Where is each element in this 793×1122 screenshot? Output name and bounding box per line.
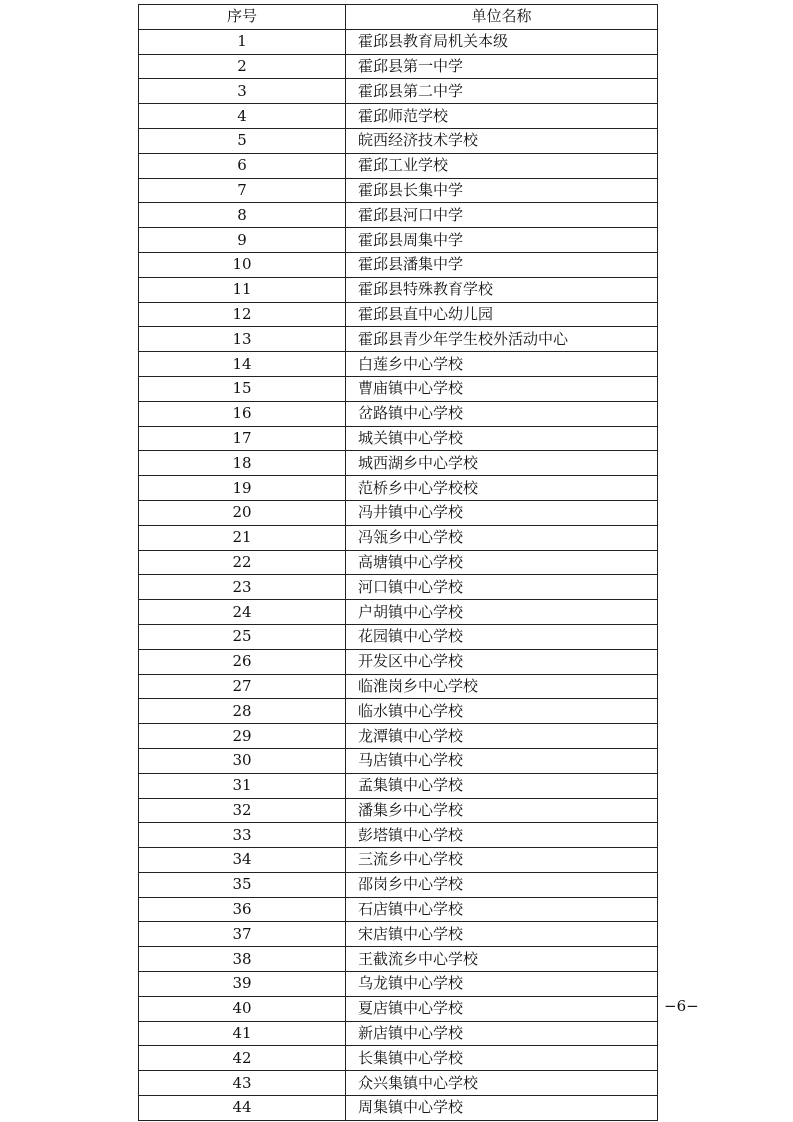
unit-name-cell: 周集镇中心学校 bbox=[346, 1096, 658, 1121]
serial-number-cell: 24 bbox=[139, 600, 346, 625]
table-row bbox=[139, 203, 658, 228]
unit-name-cell: 众兴集镇中心学校 bbox=[346, 1071, 658, 1096]
unit-name-cell: 霍邱县第二中学 bbox=[346, 79, 658, 104]
table-row bbox=[139, 451, 658, 476]
unit-name-cell: 霍邱县特殊教育学校 bbox=[346, 277, 658, 302]
serial-number-cell: 2 bbox=[139, 54, 346, 79]
serial-number-cell: 12 bbox=[139, 302, 346, 327]
table-row bbox=[139, 104, 658, 129]
unit-name-cell: 新店镇中心学校 bbox=[346, 1021, 658, 1046]
serial-number-cell: 22 bbox=[139, 550, 346, 575]
header-unit-name: 单位名称 bbox=[346, 5, 658, 30]
unit-name-cell: 高塘镇中心学校 bbox=[346, 550, 658, 575]
unit-name-cell: 霍邱县直中心幼儿园 bbox=[346, 302, 658, 327]
serial-number-cell: 31 bbox=[139, 773, 346, 798]
unit-name-cell: 霍邱县潘集中学 bbox=[346, 252, 658, 277]
serial-number-cell: 13 bbox=[139, 327, 346, 352]
unit-name-cell: 孟集镇中心学校 bbox=[346, 773, 658, 798]
serial-number-cell: 14 bbox=[139, 352, 346, 377]
serial-number-cell: 42 bbox=[139, 1046, 346, 1071]
serial-number-cell: 41 bbox=[139, 1021, 346, 1046]
unit-name-cell: 霍邱县周集中学 bbox=[346, 228, 658, 253]
table-row bbox=[139, 426, 658, 451]
unit-name-cell: 霍邱县第一中学 bbox=[346, 54, 658, 79]
table-row bbox=[139, 1096, 658, 1121]
table-row bbox=[139, 872, 658, 897]
unit-name-cell: 霍邱县教育局机关本级 bbox=[346, 29, 658, 54]
table-row bbox=[139, 228, 658, 253]
serial-number-cell: 38 bbox=[139, 947, 346, 972]
page-number: −6− bbox=[664, 997, 699, 1015]
table-row bbox=[139, 252, 658, 277]
serial-number-cell: 28 bbox=[139, 699, 346, 724]
serial-number-cell: 20 bbox=[139, 500, 346, 525]
table-row bbox=[139, 352, 658, 377]
serial-number-cell: 9 bbox=[139, 228, 346, 253]
unit-name-cell: 龙潭镇中心学校 bbox=[346, 724, 658, 749]
serial-number-cell: 18 bbox=[139, 451, 346, 476]
unit-name-cell: 乌龙镇中心学校 bbox=[346, 972, 658, 997]
table-row bbox=[139, 178, 658, 203]
serial-number-cell: 15 bbox=[139, 376, 346, 401]
serial-number-cell: 32 bbox=[139, 798, 346, 823]
serial-number-cell: 33 bbox=[139, 823, 346, 848]
table-row bbox=[139, 376, 658, 401]
unit-name-cell: 夏店镇中心学校 bbox=[346, 996, 658, 1021]
table-row bbox=[139, 550, 658, 575]
serial-number-cell: 1 bbox=[139, 29, 346, 54]
serial-number-cell: 25 bbox=[139, 624, 346, 649]
serial-number-cell: 37 bbox=[139, 922, 346, 947]
serial-number-cell: 26 bbox=[139, 649, 346, 674]
unit-name-cell: 城关镇中心学校 bbox=[346, 426, 658, 451]
serial-number-cell: 10 bbox=[139, 252, 346, 277]
table-row bbox=[139, 649, 658, 674]
table-row bbox=[139, 327, 658, 352]
table-row bbox=[139, 724, 658, 749]
serial-number-cell: 44 bbox=[139, 1096, 346, 1121]
unit-name-cell: 霍邱县河口中学 bbox=[346, 203, 658, 228]
table-row bbox=[139, 922, 658, 947]
serial-number-cell: 16 bbox=[139, 401, 346, 426]
serial-number-cell: 35 bbox=[139, 872, 346, 897]
unit-name-cell: 岔路镇中心学校 bbox=[346, 401, 658, 426]
unit-name-cell: 霍邱县长集中学 bbox=[346, 178, 658, 203]
table-row bbox=[139, 773, 658, 798]
unit-name-cell: 宋店镇中心学校 bbox=[346, 922, 658, 947]
serial-number-cell: 11 bbox=[139, 277, 346, 302]
table-body bbox=[139, 29, 658, 1120]
table-row bbox=[139, 500, 658, 525]
unit-name-cell: 户胡镇中心学校 bbox=[346, 600, 658, 625]
serial-number-cell: 27 bbox=[139, 674, 346, 699]
unit-name-cell: 马店镇中心学校 bbox=[346, 748, 658, 773]
table-row bbox=[139, 624, 658, 649]
serial-number-cell: 43 bbox=[139, 1071, 346, 1096]
serial-number-cell: 6 bbox=[139, 153, 346, 178]
table-row bbox=[139, 897, 658, 922]
unit-name-cell: 长集镇中心学校 bbox=[346, 1046, 658, 1071]
table-row bbox=[139, 54, 658, 79]
unit-name-cell: 三流乡中心学校 bbox=[346, 848, 658, 873]
table-row bbox=[139, 277, 658, 302]
table-row bbox=[139, 525, 658, 550]
header-row bbox=[139, 5, 658, 30]
table-row bbox=[139, 1021, 658, 1046]
table-row bbox=[139, 823, 658, 848]
unit-name-cell: 冯井镇中心学校 bbox=[346, 500, 658, 525]
table-row bbox=[139, 401, 658, 426]
serial-number-cell: 29 bbox=[139, 724, 346, 749]
table-row bbox=[139, 79, 658, 104]
table-row bbox=[139, 674, 658, 699]
unit-name-cell: 潘集乡中心学校 bbox=[346, 798, 658, 823]
unit-name-cell: 皖西经济技术学校 bbox=[346, 128, 658, 153]
table-row bbox=[139, 972, 658, 997]
unit-name-cell: 河口镇中心学校 bbox=[346, 575, 658, 600]
serial-number-cell: 4 bbox=[139, 104, 346, 129]
serial-number-cell: 3 bbox=[139, 79, 346, 104]
table-header bbox=[139, 5, 658, 30]
unit-name-cell: 城西湖乡中心学校 bbox=[346, 451, 658, 476]
unit-list-table bbox=[138, 4, 658, 1121]
serial-number-cell: 30 bbox=[139, 748, 346, 773]
unit-name-cell: 花园镇中心学校 bbox=[346, 624, 658, 649]
serial-number-cell: 40 bbox=[139, 996, 346, 1021]
unit-name-cell: 王截流乡中心学校 bbox=[346, 947, 658, 972]
table-row bbox=[139, 1071, 658, 1096]
serial-number-cell: 21 bbox=[139, 525, 346, 550]
table-row bbox=[139, 996, 658, 1021]
unit-name-cell: 霍邱工业学校 bbox=[346, 153, 658, 178]
table-row bbox=[139, 848, 658, 873]
unit-name-cell: 冯瓴乡中心学校 bbox=[346, 525, 658, 550]
serial-number-cell: 7 bbox=[139, 178, 346, 203]
unit-name-cell: 石店镇中心学校 bbox=[346, 897, 658, 922]
unit-name-cell: 开发区中心学校 bbox=[346, 649, 658, 674]
unit-name-cell: 范桥乡中心学校校 bbox=[346, 476, 658, 501]
serial-number-cell: 17 bbox=[139, 426, 346, 451]
table-row bbox=[139, 575, 658, 600]
unit-name-cell: 临淮岗乡中心学校 bbox=[346, 674, 658, 699]
serial-number-cell: 19 bbox=[139, 476, 346, 501]
unit-name-cell: 霍邱师范学校 bbox=[346, 104, 658, 129]
table-row bbox=[139, 29, 658, 54]
table-row bbox=[139, 1046, 658, 1071]
unit-name-cell: 临水镇中心学校 bbox=[346, 699, 658, 724]
unit-name-cell: 霍邱县青少年学生校外活动中心 bbox=[346, 327, 658, 352]
serial-number-cell: 39 bbox=[139, 972, 346, 997]
unit-name-cell: 邵岗乡中心学校 bbox=[346, 872, 658, 897]
serial-number-cell: 8 bbox=[139, 203, 346, 228]
table-row bbox=[139, 153, 658, 178]
unit-name-cell: 白莲乡中心学校 bbox=[346, 352, 658, 377]
serial-number-cell: 5 bbox=[139, 128, 346, 153]
table-row bbox=[139, 476, 658, 501]
unit-name-cell: 彭塔镇中心学校 bbox=[346, 823, 658, 848]
table-row bbox=[139, 128, 658, 153]
table-row bbox=[139, 947, 658, 972]
table-row bbox=[139, 699, 658, 724]
table-row bbox=[139, 748, 658, 773]
table-row bbox=[139, 798, 658, 823]
serial-number-cell: 36 bbox=[139, 897, 346, 922]
unit-name-cell: 曹庙镇中心学校 bbox=[346, 376, 658, 401]
serial-number-cell: 23 bbox=[139, 575, 346, 600]
serial-number-cell: 34 bbox=[139, 848, 346, 873]
header-serial-number: 序号 bbox=[139, 5, 346, 30]
table-row bbox=[139, 302, 658, 327]
table-row bbox=[139, 600, 658, 625]
